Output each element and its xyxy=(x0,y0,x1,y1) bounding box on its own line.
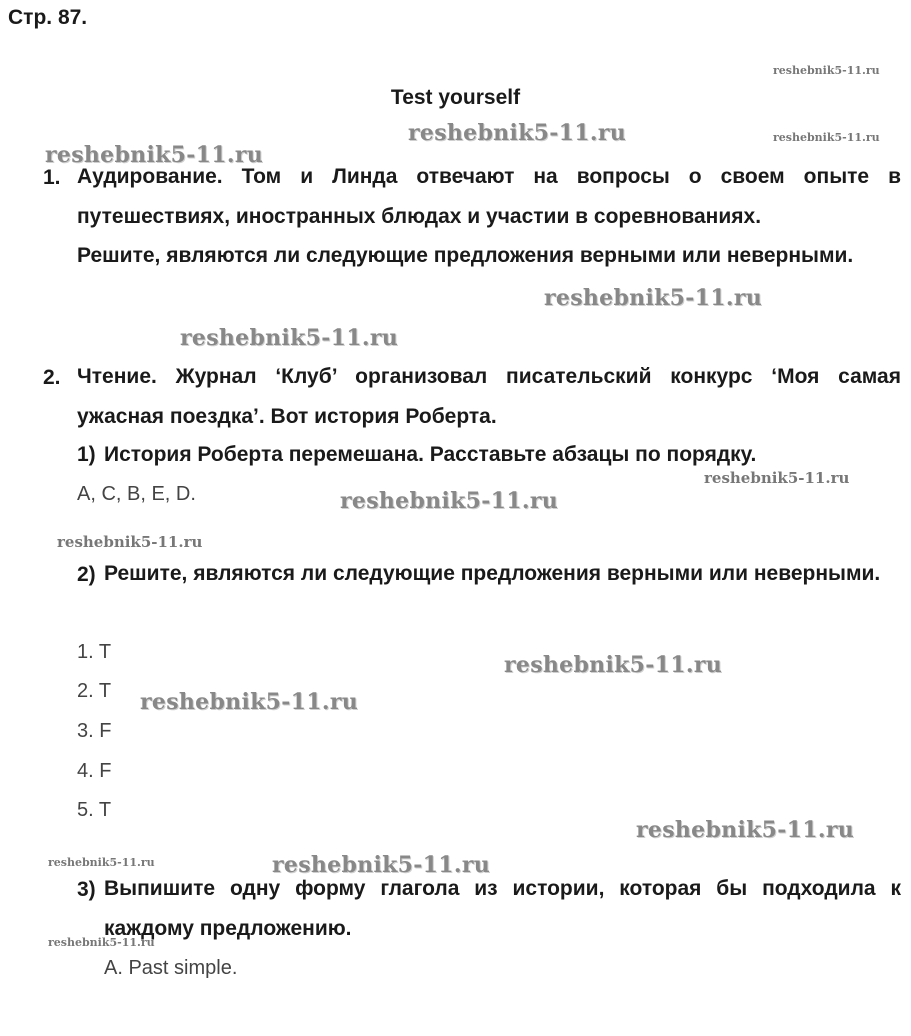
task-1-number: 1. xyxy=(43,166,61,189)
task-1-instruction: Решите, являются ли следующие предложения верными или неверными. xyxy=(77,244,854,267)
watermark: reshebnik5-11.ru xyxy=(408,120,627,146)
answer-item: 5. T xyxy=(77,799,112,821)
answer-item: 1. T xyxy=(77,641,112,663)
watermark: reshebnik5-11.ru xyxy=(636,817,855,843)
answer-item: 4. F xyxy=(77,760,112,782)
watermark: reshebnik5-11.ru xyxy=(504,652,723,678)
watermark: reshebnik5-11.ru xyxy=(140,689,359,715)
page-number: Стр. 87. xyxy=(8,6,88,29)
watermark: reshebnik5-11.ru xyxy=(773,131,880,144)
subtask-3-text: Выпишите одну форму глагола из истории, которая бы подходила к каждому предложению. xyxy=(104,877,901,940)
task-2-number: 2. xyxy=(43,366,61,389)
watermark: reshebnik5-11.ru xyxy=(48,856,155,869)
task-2-text: Чтение. Журнал ‘Клуб’ организовал писательский конкурс ‘Моя самая ужасная поездка’. Вот история Роберта. xyxy=(77,365,901,428)
watermark: reshebnik5-11.ru xyxy=(48,936,155,949)
subtask-2-text: Решите, являются ли следующие предложения верными или неверными. xyxy=(104,562,881,585)
subtask-1-number: 1) xyxy=(77,443,96,466)
section-title: Test yourself xyxy=(390,86,521,109)
watermark: reshebnik5-11.ru xyxy=(180,325,399,351)
subtask-2-number: 2) xyxy=(77,563,96,586)
subtask-1-answer: A, C, B, E, D. xyxy=(77,483,196,505)
watermark: reshebnik5-11.ru xyxy=(704,469,850,487)
answer-item: 2. T xyxy=(77,680,112,702)
watermark: reshebnik5-11.ru xyxy=(45,142,264,168)
answer-item: 3. F xyxy=(77,720,112,742)
watermark: reshebnik5-11.ru xyxy=(57,533,203,551)
watermark: reshebnik5-11.ru xyxy=(544,285,763,311)
subtask-3-number: 3) xyxy=(77,878,96,901)
watermark: reshebnik5-11.ru xyxy=(773,64,880,77)
watermark: reshebnik5-11.ru xyxy=(340,488,559,514)
task-1-text: Аудирование. Том и Линда отвечают на вопросы о своем опыте в путешествиях, иностранных блюдах и участии в соревнованиях. xyxy=(77,165,901,228)
subtask-1-text: История Роберта перемешана. Расставьте абзацы по порядку. xyxy=(104,443,757,466)
watermark: reshebnik5-11.ru xyxy=(272,852,491,878)
subtask-3-answer: A. Past simple. xyxy=(104,957,238,979)
